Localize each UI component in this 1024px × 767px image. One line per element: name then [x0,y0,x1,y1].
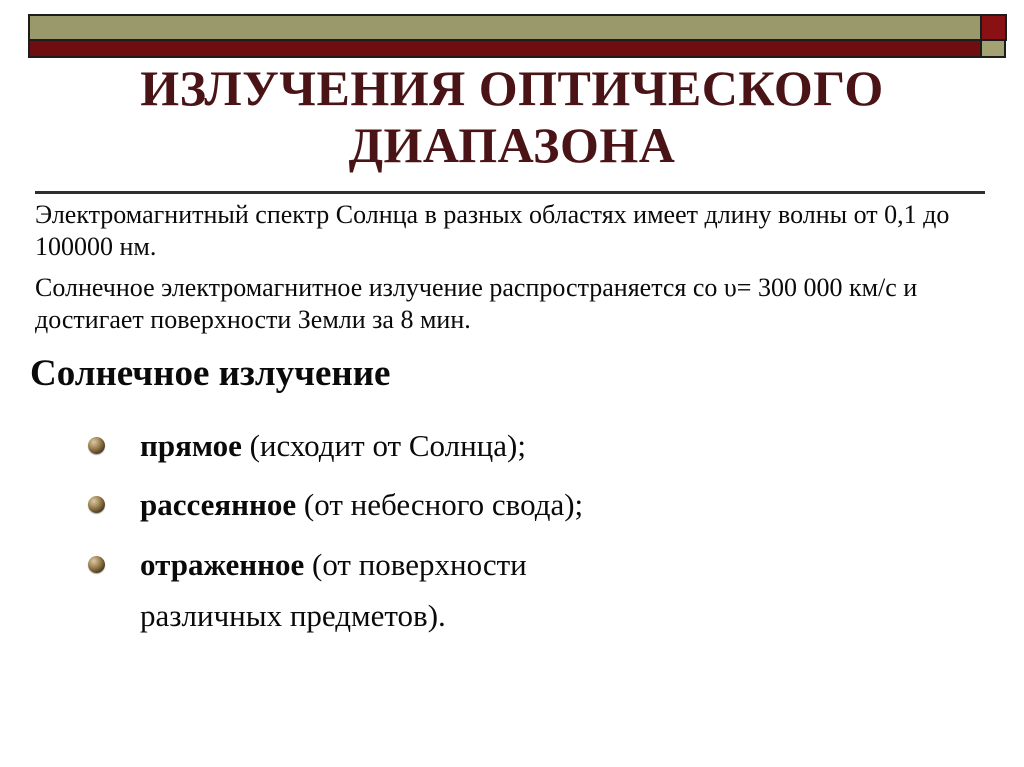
sphere-bullet-icon [88,556,105,573]
red-bar [28,39,982,58]
list-item [88,539,600,642]
list-item [88,479,600,530]
title-underline [35,191,985,194]
list-item-description: (исходит от Солнца); [241,428,526,463]
list-item-description: (от поверхности различных предметов). [140,546,527,634]
paragraph-spectrum: Электромагнитный спектр Солнца в разных областях имеет длину волны от 0,1 до 100000 нм. [35,200,950,261]
sphere-bullet-icon [88,437,105,454]
list-item-term: отраженное [140,546,305,582]
red-corner-square [980,14,1007,41]
slide-title: ИЗЛУЧЕНИЯ ОПТИЧЕСКОГО ДИАПАЗОНА [140,60,884,173]
olive-bar [28,14,982,41]
radiation-types-list [88,420,600,650]
olive-corner-square [980,39,1006,58]
list-item-term: прямое [140,428,242,463]
list-item-description: (от небесного свода); [296,487,584,523]
section-heading: Солнечное излучение [30,353,391,394]
list-item-term: рассеянное [140,487,297,523]
list-item [88,420,600,471]
sphere-bullet-icon [88,496,105,513]
paragraph-speed: Солнечное электромагнитное излучение распространяется со υ= 300 000 км/с и достигает поверхности Земли за 8 мин. [35,273,918,334]
